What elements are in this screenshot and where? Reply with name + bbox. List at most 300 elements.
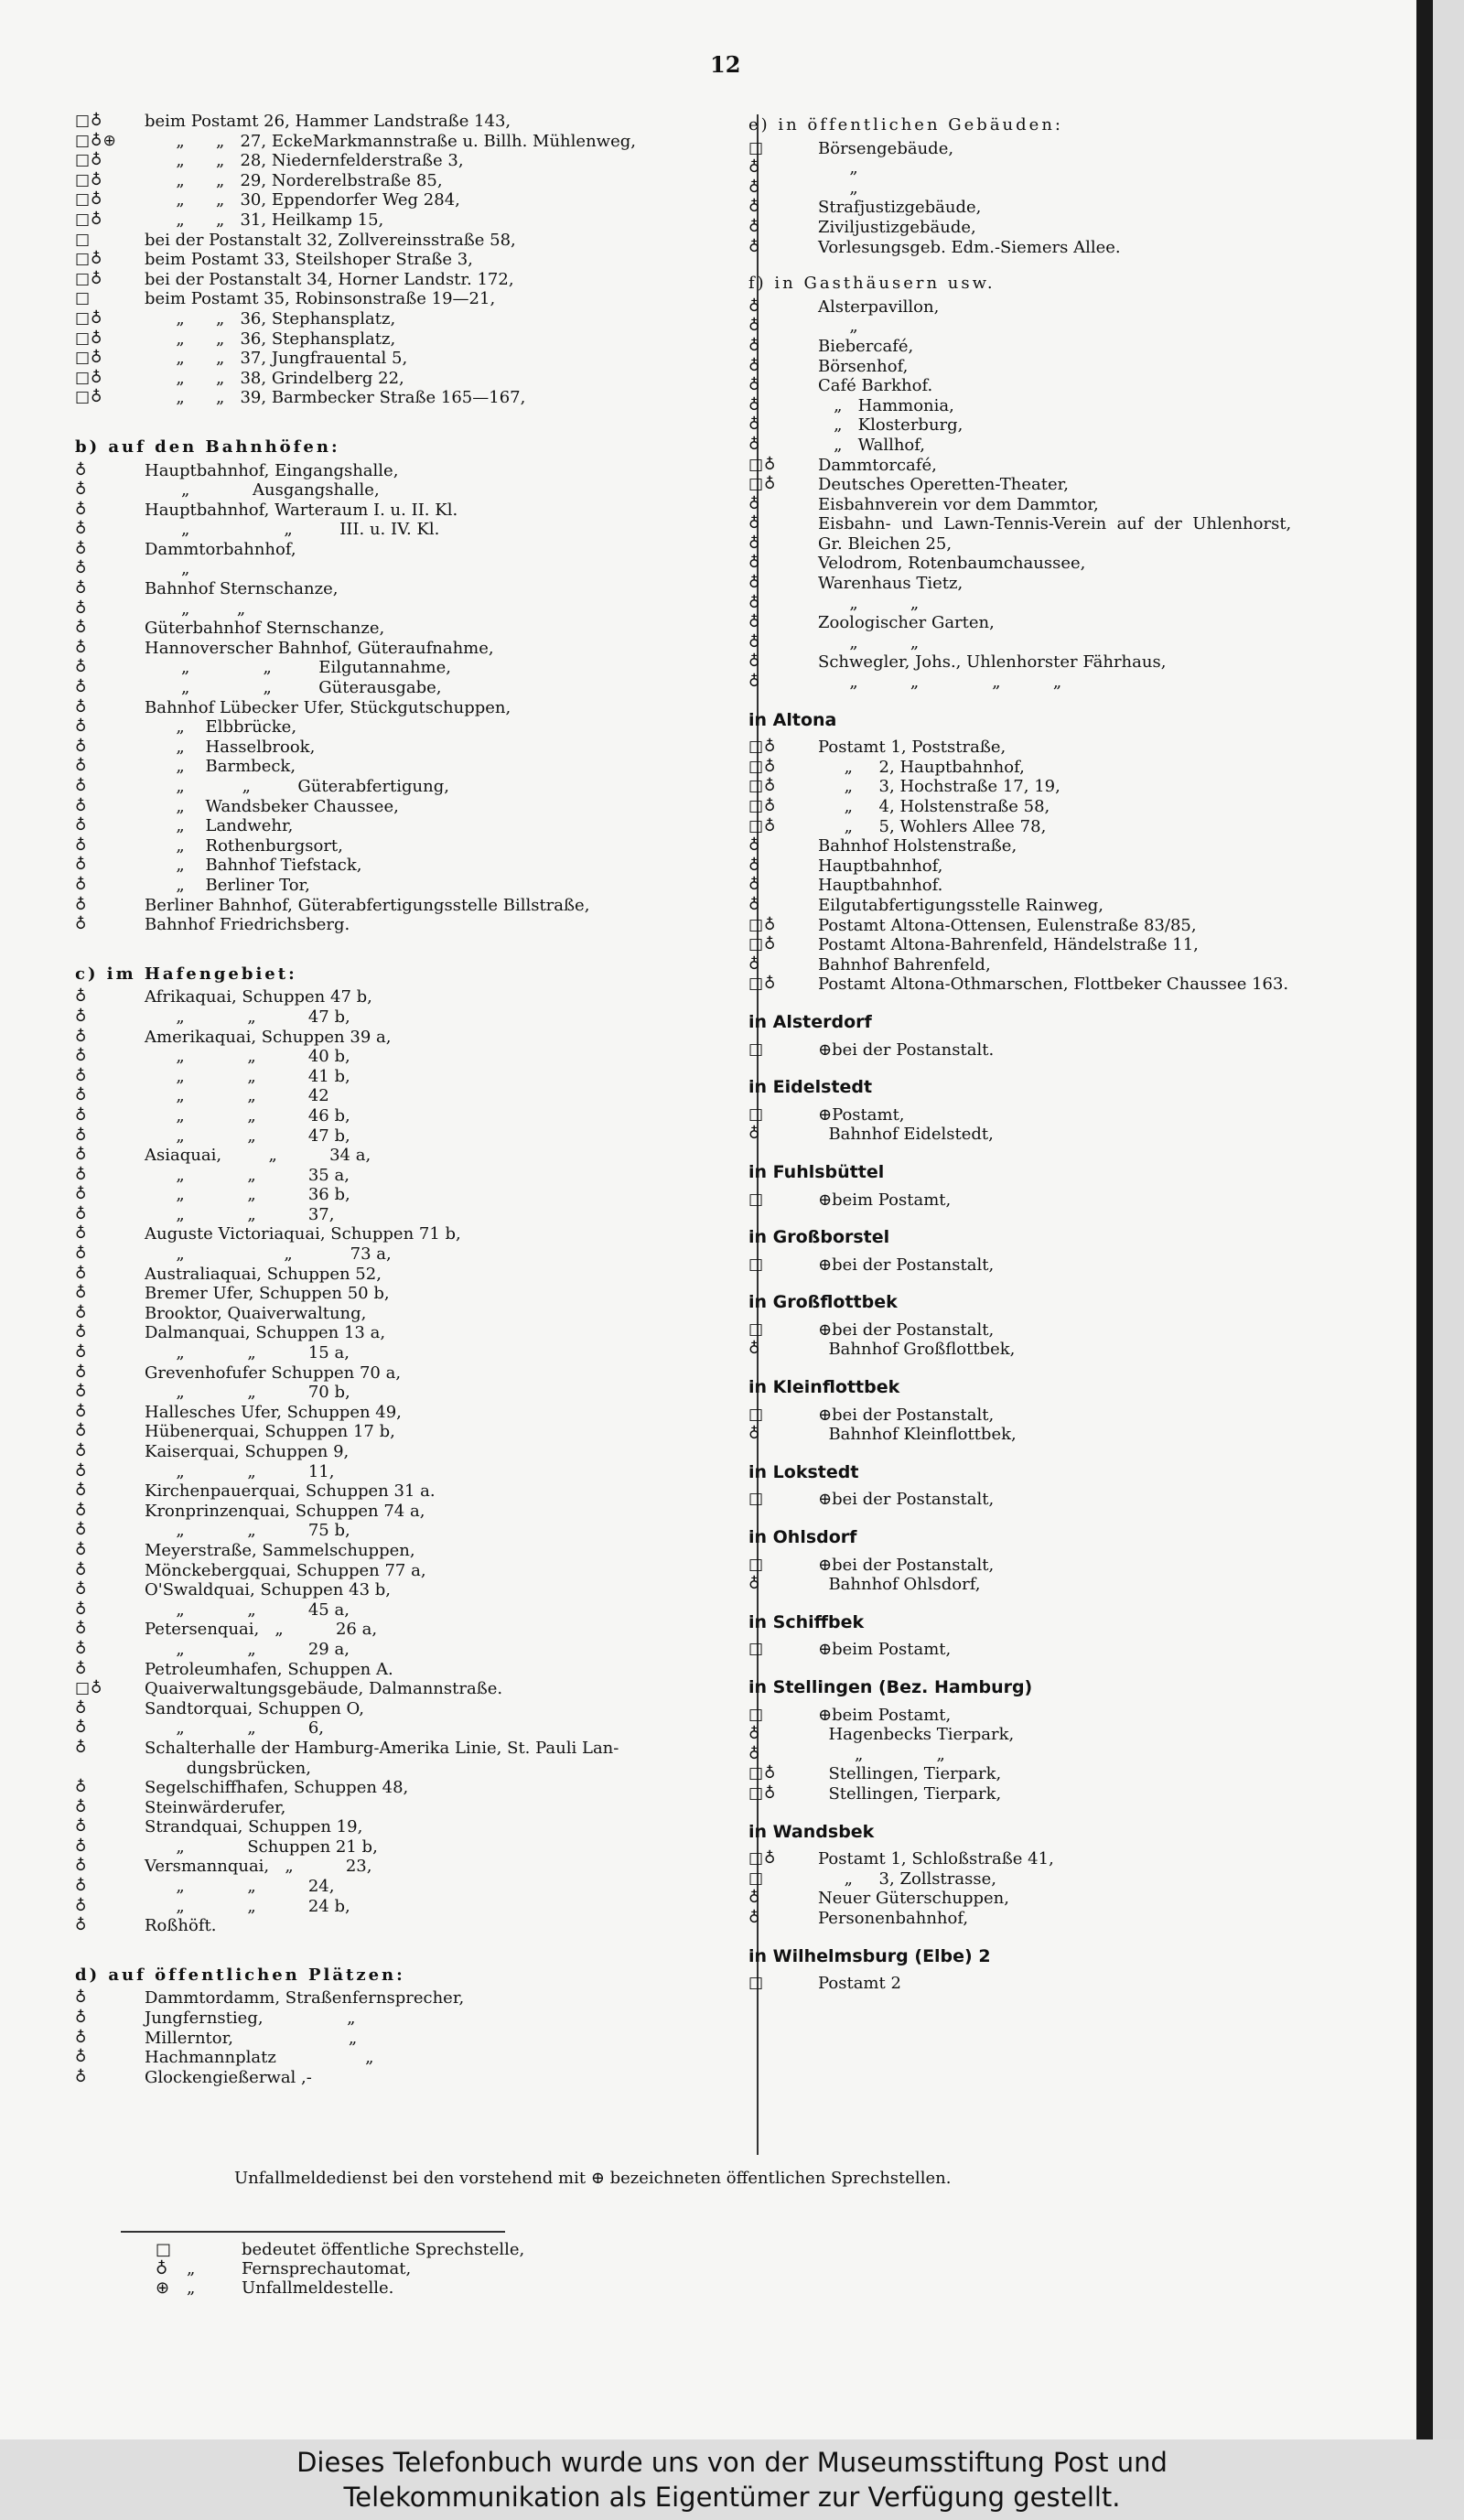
symbol-marker: ♁ [75,1560,88,1579]
listing-text: „ „ 30, Eppendorfer Weg 284, [145,190,460,210]
listing-text: Petersenquai, „ 26 a, [145,1620,378,1640]
listing-row [75,896,743,916]
symbol-marker: ♁ [75,1047,88,1066]
listing-row [75,1679,743,1699]
listing-text: Segelschiffhafen, Schuppen 48, [145,1778,409,1798]
listing-row [748,1190,1407,1211]
listing-row [748,896,1407,916]
listing-row [75,876,743,896]
listing-row [748,1909,1407,1929]
symbol-marker: □ [75,230,92,249]
listing-text: „ „ [818,632,920,652]
symbol-marker: ♁ [748,1744,761,1763]
symbol-marker: ♁ [75,1264,88,1283]
symbol-marker: ♁ [748,574,761,593]
listing-text: bei der Postanstalt 32, Zollvereinsstraße 58, [145,230,516,250]
symbol-marker: □♁ [75,190,103,210]
listing-text: beim Postamt 35, Robinsonstraße 19—21, [145,289,496,309]
symbol-marker: ♁ [75,1165,88,1184]
listing-text: ⊕beim Postamt, [818,1640,952,1660]
listing-text: ⊕bei der Postanstalt, [818,1255,995,1275]
listing-row [748,1125,1407,1145]
place-heading: in Schiffbek [748,1611,865,1632]
listing-row [748,738,1407,758]
symbol-marker: □♁ [748,797,777,815]
listing-text: „ 2, Hauptbahnhof, [818,757,1025,777]
legend-text: bedeutet öffentliche Sprechstelle, [242,2240,525,2259]
legend-item [156,2278,524,2298]
symbol-marker: ♁ [75,1988,88,2008]
listing-row [748,317,1407,337]
listing-text: Alsterpavillon, [818,296,940,317]
listing-row [748,1556,1407,1576]
symbol-marker: □ [748,1039,765,1059]
place-heading: in Alsterdorf [748,1011,872,1032]
symbol-marker: □ [748,1490,765,1509]
listing-row [748,1490,1407,1510]
listing-row [75,1363,743,1384]
listing-row [748,1040,1407,1061]
listing-text: „ Bahnhof Tiefstack, [145,856,362,876]
listing-row [75,1778,743,1798]
listing-row [75,1660,743,1680]
symbol-marker: ♁ [75,1323,88,1342]
symbol-marker: ♁ [748,376,761,395]
symbol-marker: ♁ [748,217,761,236]
symbol-marker: □♁ [75,250,103,269]
symbol-marker: ♁ [75,1224,88,1244]
listing-row [748,514,1407,534]
symbol-marker: ♁ [75,1007,88,1026]
listing-row [75,289,743,309]
listing-row [748,396,1407,416]
listing-row [748,139,1407,159]
listing-row [75,1502,743,1522]
listing-text: Asiaquai, „ 34 a, [145,1146,371,1166]
listing-row [75,1837,743,1858]
symbol-marker: ♁ [75,598,88,618]
listing-text: „ 4, Holstenstraße 58, [818,797,1050,816]
listing-text: „ „ 37, [145,1204,335,1224]
listing-row [75,210,743,231]
place-heading: in Großflottbek [748,1292,898,1313]
symbol-marker: □ [748,1555,765,1574]
symbol-marker: ♁ [75,1383,88,1402]
place-heading: in Kleinflottbek [748,1377,900,1398]
legend-ditto [187,2240,242,2259]
listing-text: Hallesches Ufer, Schuppen 49, [145,1402,402,1422]
listing-row [748,797,1407,817]
symbol-marker: □♁ [75,349,103,368]
listing-row [748,218,1407,238]
symbol-marker: □♁⊕ [75,131,117,150]
symbol-marker: ♁ [75,1402,88,1421]
symbol-marker: □♁ [75,388,103,407]
symbol-marker: ♁ [75,1718,88,1738]
listing-text: „ „ 75 b, [145,1521,350,1541]
listing-text: „ „ 11, [145,1461,335,1481]
listing-row [75,151,743,171]
listing-text: „ „ 36, Stephansplatz, [145,308,396,328]
listing-row [748,337,1407,357]
symbol-marker: ♁ [75,796,88,815]
listing-row [75,2048,743,2068]
symbol-marker: ♁ [75,2028,88,2047]
listing-row [75,1699,743,1719]
place-heading: in Altona [748,709,837,730]
place-heading: in Stellingen (Bez. Hamburg) [748,1677,1033,1697]
listing-text: Strandquai, Schuppen 19, [145,1817,363,1837]
listing-text: „ [818,158,858,178]
listing-text: „ „ 31, Heilkamp 15, [145,210,384,230]
symbol-marker: ♁ [75,1461,88,1481]
symbol-marker: ♁ [75,895,88,914]
listing-row [75,231,743,251]
symbol-marker: □ [748,1974,765,1993]
listing-text: Glockengießerwal ,- [145,2067,312,2087]
symbol-marker: □ [748,1405,765,1424]
symbol-marker: ♁ [748,1889,761,1908]
listing-row [75,250,743,270]
listing-row [75,856,743,876]
listing-text: Amerikaquai, Schuppen 39 a, [145,1027,392,1047]
symbol-marker: ♁ [75,1185,88,1204]
listing-row [748,935,1407,955]
listing-row [75,1007,743,1028]
listing-row [748,1745,1407,1765]
listing-row [75,461,743,481]
listing-row [75,717,743,738]
symbol-marker: ♁ [75,559,88,578]
listing-text: ⊕Postamt, [818,1104,905,1125]
listing-text: Dammtorbahnhof, [145,539,296,559]
symbol-marker: □♁ [75,269,103,288]
listing-row [748,975,1407,995]
symbol-marker: ♁ [75,1244,88,1264]
listing-row [75,1481,743,1502]
listing-text: „ „ 73 a, [145,1244,392,1265]
listing-row [75,678,743,698]
listing-text: „ [145,559,190,579]
listing-row [75,1620,743,1640]
right-column [748,99,1407,1994]
symbol-marker: ♁ [75,987,88,1007]
section-heading: e) in öffentlichen Gebäuden: [748,115,1063,135]
listing-row [748,1105,1407,1125]
symbol-marker: ♁ [75,697,88,716]
listing-text: Dalmanquai, Schuppen 13 a, [145,1323,386,1343]
listing-row [75,1067,743,1087]
listing-row [75,1580,743,1600]
symbol-marker: ♁ [748,158,761,178]
symbol-marker: ♁ [75,1659,88,1678]
listing-text: „ Wallhof, [818,435,926,455]
listing-text: Börsengebäude, [818,138,954,158]
listing-text: „ „ [818,1744,945,1764]
listing-row [748,415,1407,436]
listing-row [75,309,743,329]
listing-text: ⊕beim Postamt, [818,1705,952,1725]
listing-text: Ziviljustizgebäude, [818,217,976,237]
symbol-marker: □♁ [748,975,777,994]
symbol-marker: ♁ [748,317,761,336]
place-heading: in Lokstedt [748,1461,859,1482]
listing-text: „ Hasselbrook, [145,737,316,757]
listing-row [748,495,1407,515]
listing-row [748,758,1407,778]
symbol-marker: ♁ [748,652,761,672]
listing-row [748,198,1407,218]
legend-text: Unfallmeldestelle. [242,2278,394,2298]
symbol-marker: ♁ [748,954,761,974]
listing-text: „ „ 24, [145,1877,335,1897]
symbol-marker: ♁ [748,673,761,692]
listing-row [748,158,1407,178]
listing-text: „ Wandsbeker Chaussee, [145,796,399,816]
listing-text: „ „ 40 b, [145,1047,350,1067]
left-column [75,112,743,2100]
symbol-marker: ♁ [75,1580,88,1599]
listing-text: „ 3, Zollstrasse, [818,1868,996,1889]
listing-text: Bahnhof Holstenstraße, [818,836,1017,856]
listing-row [75,1028,743,1048]
listing-row [748,574,1407,594]
listing-text: „ „ 29 a, [145,1639,350,1659]
page-edge-shadow [1416,0,1433,2439]
listing-row [75,1106,743,1126]
symbol-marker: ♁ [748,1340,761,1359]
listing-row [75,112,743,132]
symbol-marker: ♁ [75,757,88,776]
place-heading: in Wandsbek [748,1821,875,1842]
listing-text: „ „ 70 b, [145,1383,350,1403]
symbol-marker: ♁ [748,395,761,415]
listing-row [75,1541,743,1561]
symbol-marker: ♁ [75,777,88,795]
listing-text: Stellingen, Tierpark, [818,1783,1002,1804]
listing-text: „ „ Eilgutannahme, [145,658,451,678]
section-gap [75,2087,743,2100]
listing-text: Schalterhalle der Hamburg-Amerika Linie, St. Pauli Lan- [145,1738,619,1758]
listing-text: Hauptbahnhof, Warteraum I. u. II. Kl. [145,500,458,520]
listing-row [748,1784,1407,1804]
symbol-marker: □♁ [75,170,103,189]
symbol-marker: ♁ [75,737,88,756]
listing-text: „ „ 38, Grindelberg 22, [145,368,404,388]
listing-row [75,190,743,210]
ownership-footer [0,2439,1464,2520]
listing-text: Hauptbahnhof, [818,856,943,876]
listing-row [75,1284,743,1304]
symbol-marker: ♁ [75,1896,88,1915]
listing-row [75,1126,743,1147]
listing-text: Schwegler, Johs., Uhlenhorster Fährhaus, [818,652,1167,673]
symbol-marker: ♁ [75,1797,88,1816]
listing-text: „ Landwehr, [145,816,294,836]
listing-text: Eisbahn- und Lawn-Tennis-Verein auf der Uhlenhorst, [818,514,1292,534]
listing-text: „ Berliner Tor, [145,875,310,895]
symbol-marker: ♁ [75,717,88,737]
listing-row [75,132,743,152]
listing-text: Brooktor, Quaiverwaltung, [145,1303,367,1323]
symbol-marker: ♁ [748,336,761,355]
listing-row [75,1739,743,1759]
listing-row [75,1224,743,1244]
symbol-marker: □ [748,1255,765,1274]
symbol-marker: ♁ [75,1620,88,1639]
symbol-marker: ♁ [75,1877,88,1896]
symbol-marker: ♁ [75,2048,88,2067]
page-number: 12 [710,51,741,78]
listing-row [75,1916,743,1936]
listing-row [748,1889,1407,1909]
listing-row [75,1422,743,1442]
symbol-marker: ♁ [75,1521,88,1540]
listing-text: „ „ [818,593,920,613]
listing-row [748,1320,1407,1341]
listing-text: „ „ 37, Jungfrauental 5, [145,349,408,369]
listing-text: „ „ Güterabfertigung, [145,777,449,796]
symbol-marker: ♁ [75,460,88,479]
symbol-marker: ♁ [75,658,88,677]
symbol-marker: □ [748,1868,765,1888]
listing-text: Mönckebergquai, Schuppen 77 a, [145,1560,426,1580]
symbol-marker: ♁ [75,1343,88,1362]
listing-row [748,1405,1407,1426]
listing-row [75,836,743,856]
listing-row [75,698,743,718]
symbol-marker: □♁ [748,777,777,796]
place-heading: in Ohlsdorf [748,1527,857,1548]
listing-row [75,1988,743,2008]
listing-text: Hauptbahnhof. [818,876,943,896]
symbol-marker: ♁ [75,1066,88,1085]
symbol-marker: ♁ [748,1425,761,1444]
listing-row [75,2008,743,2029]
symbol-marker: ♁ [75,1422,88,1441]
symbol-marker: ♁ [75,915,88,934]
symbol-marker: ♁ [748,632,761,652]
symbol-marker: ♁ [75,1303,88,1322]
symbol-marker: ♁ [748,1908,761,1927]
symbol-marker: ♁ [75,835,88,855]
listing-text: „ „ 27, EckeMarkmannstraße u. Billh. Mühlenweg, [145,131,636,151]
symbol-marker: □♁ [748,816,777,835]
symbol-marker: ♁ [748,856,761,875]
listing-text: Neuer Güterschuppen, [818,1889,1009,1909]
symbol-marker: ♁ [748,237,761,256]
symbol-marker: ♁ [748,514,761,533]
symbol-marker: ♁ [748,1575,761,1594]
symbol-marker: ♁ [75,1027,88,1046]
listing-row [75,1462,743,1482]
symbol-marker: ♁ [748,895,761,914]
listing-row [75,1718,743,1739]
symbol-marker: □ [748,1319,765,1339]
listing-text: „ „ 6, [145,1718,325,1739]
symbol-marker: ♁ [748,435,761,454]
section-gap [75,408,743,421]
listing-text: Kaiserquai, Schuppen 9, [145,1442,350,1461]
listing-text: „ „ 29, Norderelbstraße 85, [145,170,443,190]
listing-row [75,1403,743,1423]
listing-text: Postamt 1, Poststraße, [818,738,1006,758]
listing-row [748,856,1407,877]
listing-row [748,876,1407,896]
listing-text: „ „ 47 b, [145,1125,350,1146]
listing-text: „ „ 42 [145,1086,329,1106]
listing-text: ⊕bei der Postanstalt, [818,1405,995,1425]
symbol-marker: □♁ [748,1783,777,1803]
listing-text: Bahnhof Großflottbek, [818,1340,1016,1360]
symbol-marker: ♁ [75,638,88,657]
listing-text: „ „ 39, Barmbecker Straße 165—167, [145,388,526,408]
symbol-marker: ♁ [75,1698,88,1718]
listing-text: Eisbahnverein vor dem Dammtor, [818,494,1099,514]
listing-row [75,1600,743,1621]
symbol-marker: ♁ [75,1204,88,1223]
symbol-marker: □♁ [748,1849,777,1868]
accident-service-note: Unfallmeldedienst bei den vorstehend mit ⊕ bezeichneten öffentlichen Sprechstellen. [234,2169,952,2188]
listing-row [75,2068,743,2088]
listing-text: „ „ 28, Niedernfelderstraße 3, [145,151,464,171]
listing-row [748,594,1407,614]
listing-row [75,1323,743,1343]
listing-row [748,817,1407,837]
listing-row [75,480,743,501]
listing-row [748,1255,1407,1276]
listing-text: „ Elbbrücke, [145,717,297,738]
listing-text: Stellingen, Tierpark, [818,1764,1002,1784]
symbol-marker: ♁ [75,1916,88,1935]
symbol-marker: ♁ [748,836,761,856]
listing-row [75,619,743,639]
symbol-marker: ♁ [75,1599,88,1619]
listing-text: Hannoverscher Bahnhof, Güteraufnahme, [145,638,494,658]
listing-row [75,1166,743,1186]
symbol-marker: ♁ [75,579,88,598]
symbol-marker: □ [748,1190,765,1209]
listing-row [75,1205,743,1225]
listing-text: „ „ III. u. IV. Kl. [145,520,440,540]
listing-row [75,579,743,599]
listing-row [75,1244,743,1265]
listing-text: „ „ 41 b, [145,1066,350,1086]
listing-text: Sandtorquai, Schuppen O, [145,1698,364,1718]
listing-row [748,436,1407,456]
listing-row [75,1759,743,1779]
listing-text: Eilgutabfertigungsstelle Rainweg, [818,895,1103,915]
listing-text: Postamt 1, Schloßstraße 41, [818,1849,1054,1869]
listing-text: Warenhaus Tietz, [818,574,963,594]
listing-text: „ Barmbeck, [145,757,296,777]
listing-text: Postamt Altona-Othmarschen, Flottbeker Chaussee 163. [818,975,1289,995]
listing-row [748,916,1407,936]
symbol-marker: ♁ [748,415,761,435]
listing-row [748,475,1407,495]
listing-text: Bremer Ufer, Schuppen 50 b, [145,1284,390,1304]
listing-row [75,658,743,678]
listing-text: „ „ 36, Stephansplatz, [145,328,396,349]
symbol-marker: ♁ [75,2067,88,2086]
place-heading: in Eidelstedt [748,1077,873,1098]
listing-row [748,376,1407,396]
listing-row [75,1877,743,1897]
symbol-marker: ♁ [75,875,88,894]
legend-ditto: „ [187,2259,196,2278]
symbol-marker: □♁ [748,455,777,474]
listing-text: Hagenbecks Tierpark, [818,1725,1015,1745]
